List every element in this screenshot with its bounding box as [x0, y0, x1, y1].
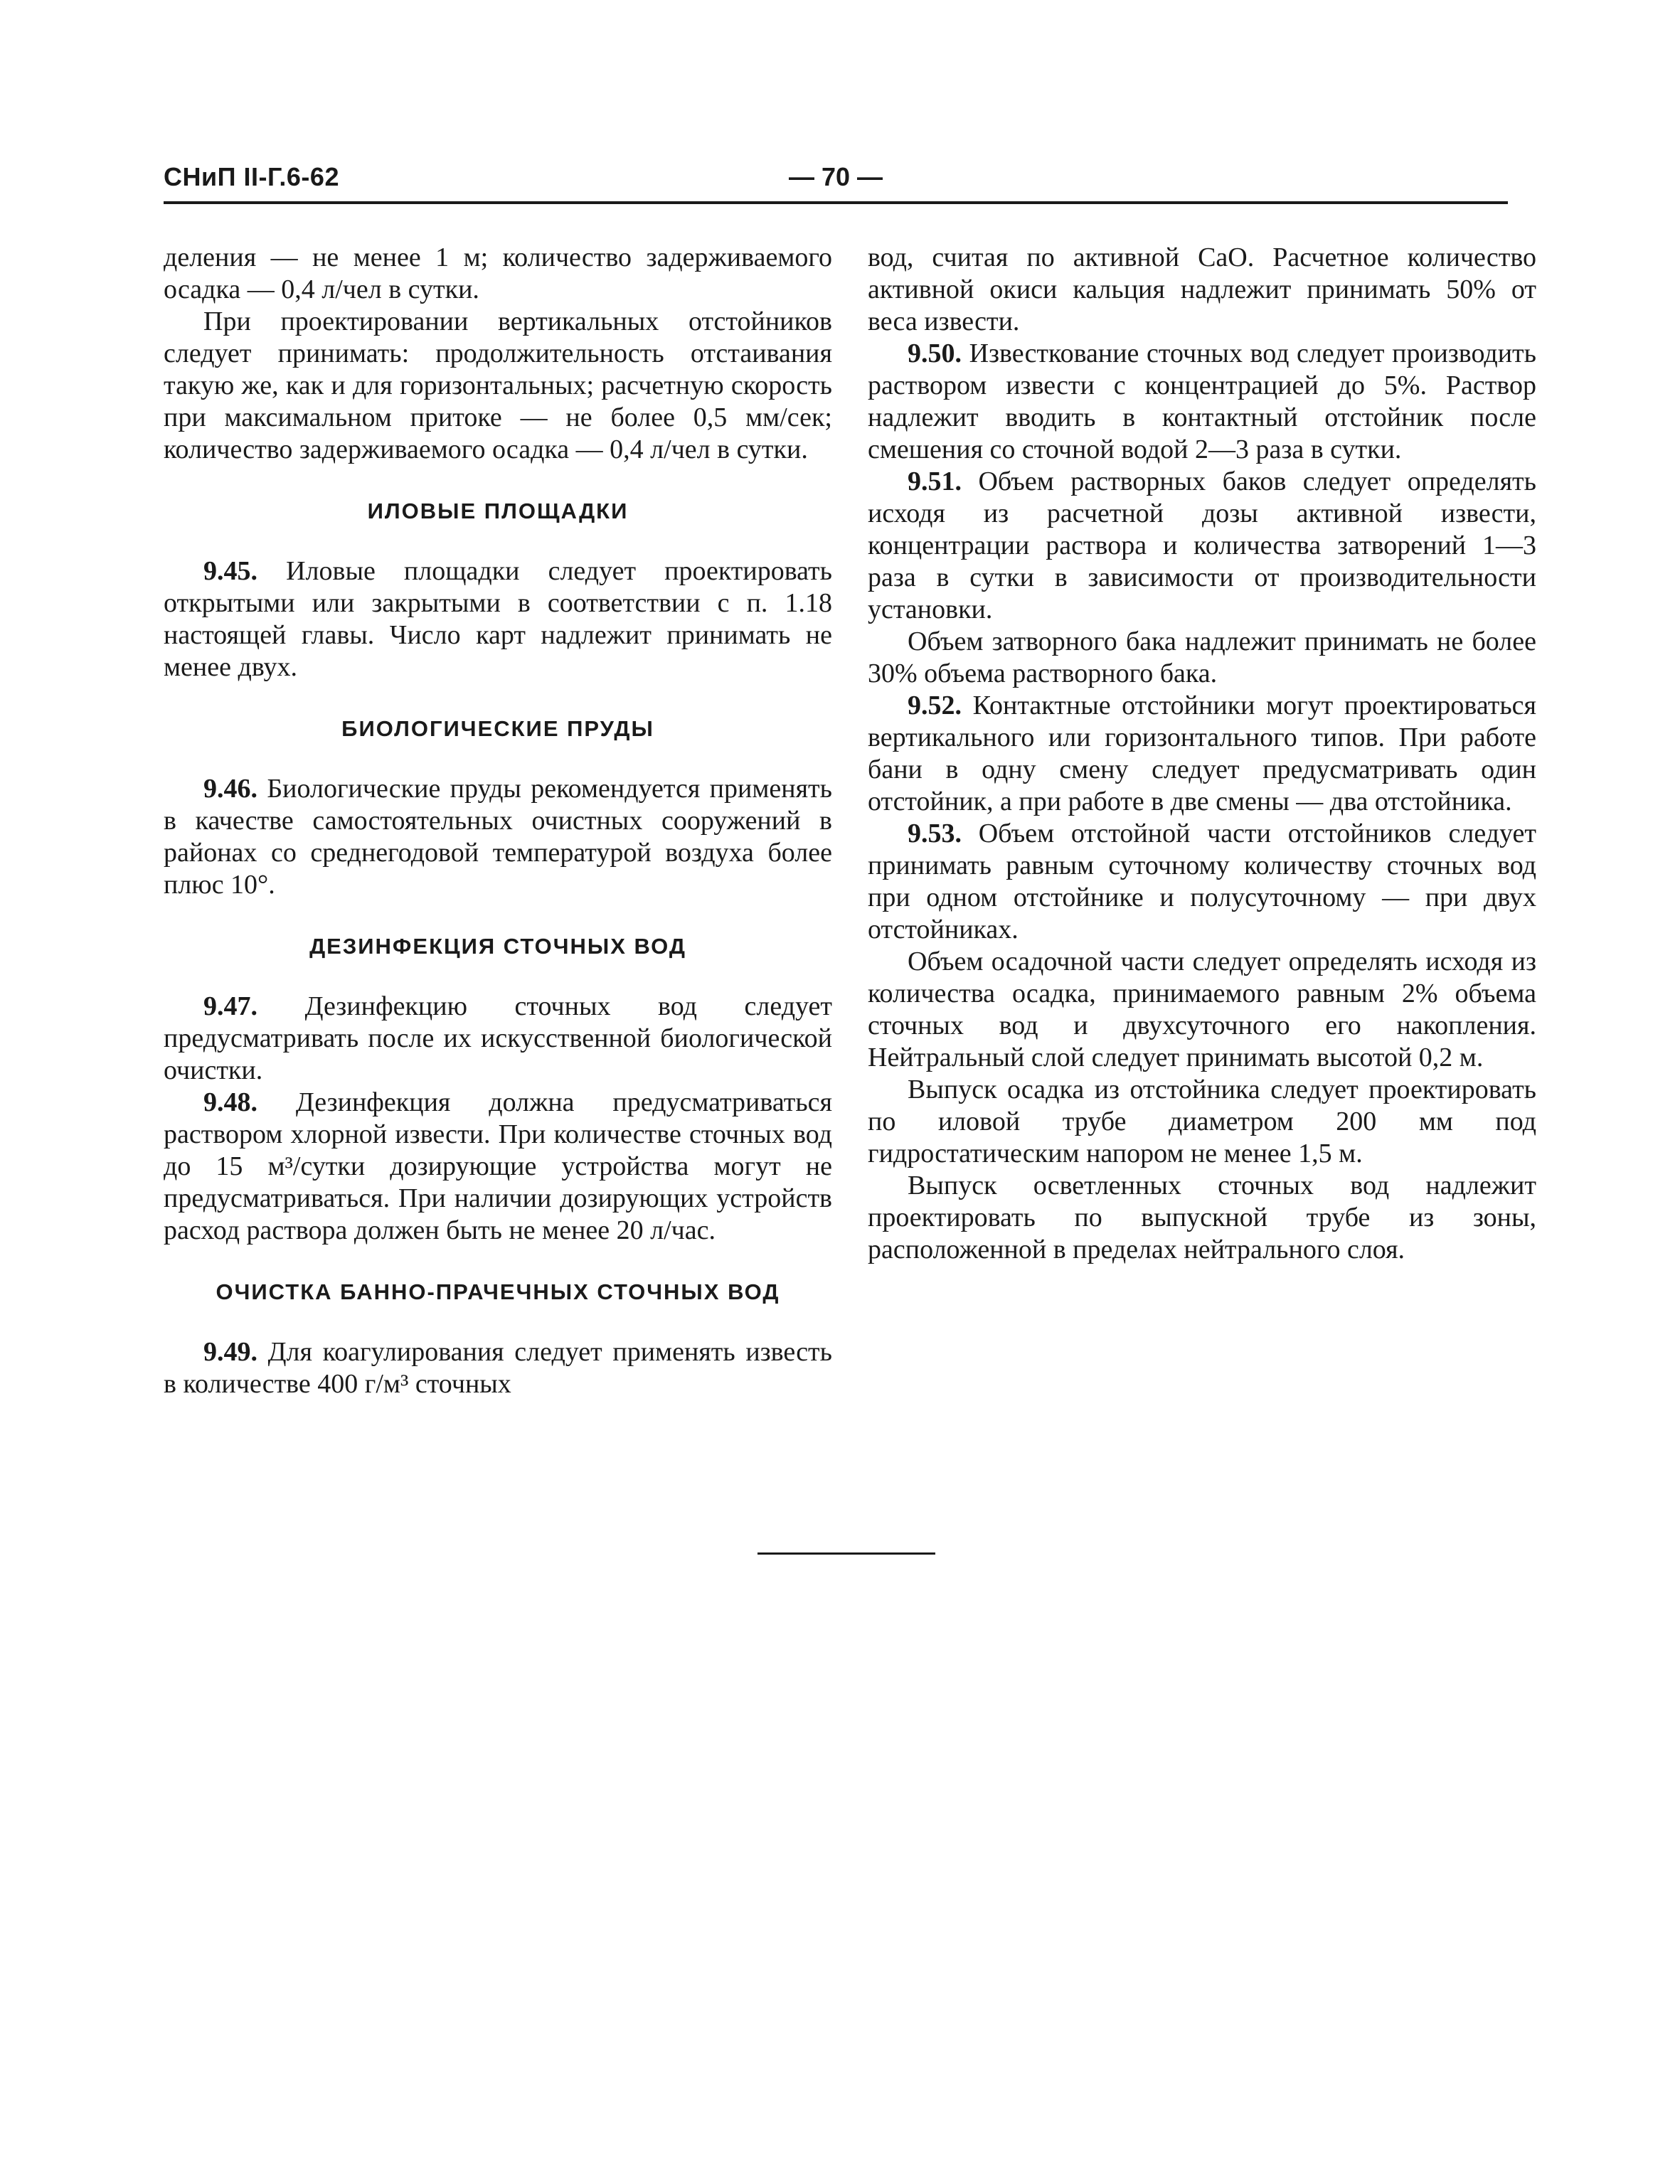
clause-text: Объем растворных баков следует определять исходя из расчетной дозы активной извести, концентрации раствора и количества затворений 1—3 раза в сутки в зависимости от производительности установки.	[868, 467, 1536, 624]
heading-biological-ponds: БИОЛОГИЧЕСКИЕ ПРУДЫ	[341, 716, 654, 741]
clause-text: Биологические пруды рекомендуется применять в качестве самостоятельных очистных сооружений в районах со среднегодовой температурой воздуха более плюс 10°.	[164, 774, 832, 900]
paragraph-9-45	[164, 555, 832, 683]
paragraph-9-49-continuation: вод, считая по активной CaO. Расчетное количество активной окиси кальция надлежит принимать 50% от веса извести.	[868, 243, 1536, 336]
clause-number: 9.46.	[203, 774, 257, 804]
clause-number: 9.45.	[203, 556, 257, 586]
clause-text: Объем отстойной части отстойников следует принимать равным суточному количеству сточных вод при одном отстойнике и полусуточному — при двух отстойниках.	[868, 819, 1536, 944]
clause-text: Дезинфекцию сточных вод следует предусматривать после их искусственной биологической очистки.	[164, 991, 833, 1085]
paragraph-clarified-discharge: Выпуск осветленных сточных вод надлежит проектировать по выпускной трубе из зоны, расположенной в пределах нейтрального слоя.	[868, 1171, 1536, 1264]
paragraph-mixing-tank: Объем затворного бака надлежит принимать не более 30% объема растворного бака.	[868, 627, 1536, 688]
clause-number: 9.50.	[908, 339, 962, 368]
paragraph-9-51	[868, 466, 1536, 626]
clause-number: 9.53.	[908, 819, 962, 848]
paragraph-9-53	[868, 818, 1536, 946]
heading-disinfection: ДЕЗИНФЕКЦИЯ СТОЧНЫХ ВОД	[309, 934, 686, 959]
heading-bath-laundry-wastewater: ОЧИСТКА БАННО-ПРАЧЕЧНЫХ СТОЧНЫХ ВОД	[216, 1279, 780, 1304]
paragraph-9-47	[164, 991, 832, 1087]
paragraph-vertical-settlers: При проектировании вертикальных отстойников следует принимать: продолжительность отстаивания такую же, как и для горизонтальных; расчетную скорость при максимальном притоке — не более 0,5 мм/сек; количество задерживаемого осадка — 0,4 л/чел в сутки.	[164, 307, 832, 464]
clause-text: Известкование сточных вод следует производить раствором извести с концентрацией до 5%. Раствор надлежит вводить в контактный отстойник после смешения со сточной водой 2—3 раза в сутки.	[868, 339, 1536, 464]
paragraph-9-46	[164, 773, 832, 901]
clause-number: 9.48.	[203, 1087, 257, 1117]
clause-number: 9.49.	[203, 1337, 257, 1367]
clause-number: 9.52.	[908, 691, 962, 720]
header-rule	[164, 201, 1508, 204]
page-number: — 70 —	[788, 162, 883, 191]
paragraph-continuation: деления — не менее 1 м; количество задерживаемого осадка — 0,4 л/чел в сутки.	[164, 243, 832, 304]
paragraph-9-49	[164, 1336, 832, 1400]
right-column	[868, 242, 1536, 1266]
paragraph-9-50	[868, 338, 1536, 466]
paragraph-9-48	[164, 1087, 832, 1247]
clause-text: Для коагулирования следует применять известь в количестве 400 г/м³ сточных	[164, 1337, 832, 1399]
clause-text: Иловые площадки следует проектировать открытыми или закрытыми в соответствии с п. 1.18 настоящей главы. Число карт надлежит принимать не менее двух.	[164, 556, 832, 682]
paragraph-sediment-part: Объем осадочной части следует определять исходя из количества осадка, принимаемого равным 2% объема сточных вод и двухсуточного его накопления. Нейтральный слой следует принимать высотой 0,2 м.	[868, 947, 1536, 1072]
end-rule	[757, 1552, 935, 1555]
page-header	[164, 162, 1508, 205]
paragraph-9-52	[868, 690, 1536, 818]
left-column	[164, 242, 832, 1400]
clause-number: 9.51.	[908, 467, 962, 496]
clause-text: Дезинфекция должна предусматриваться раствором хлорной извести. При количестве сточных вод до 15 м³/сутки дозирующие устройства могут не предусматриваться. При наличии дозирующих устройств расход раствора должен быть не менее 20 л/час.	[164, 1087, 832, 1245]
clause-number: 9.47.	[203, 991, 257, 1021]
document-code: СНиП II-Г.6-62	[164, 162, 339, 191]
heading-sludge-beds: ИЛОВЫЕ ПЛОЩАДКИ	[367, 499, 629, 523]
clause-text: Контактные отстойники могут проектироваться вертикального или горизонтального типов. При работе бани в одну смену следует предусматривать один отстойник, а при работе в две смены — два отстойника.	[868, 691, 1537, 816]
paragraph-sediment-discharge: Выпуск осадка из отстойника следует проектировать по иловой трубе диаметром 200 мм под гидростатическим напором не менее 1,5 м.	[868, 1075, 1536, 1168]
